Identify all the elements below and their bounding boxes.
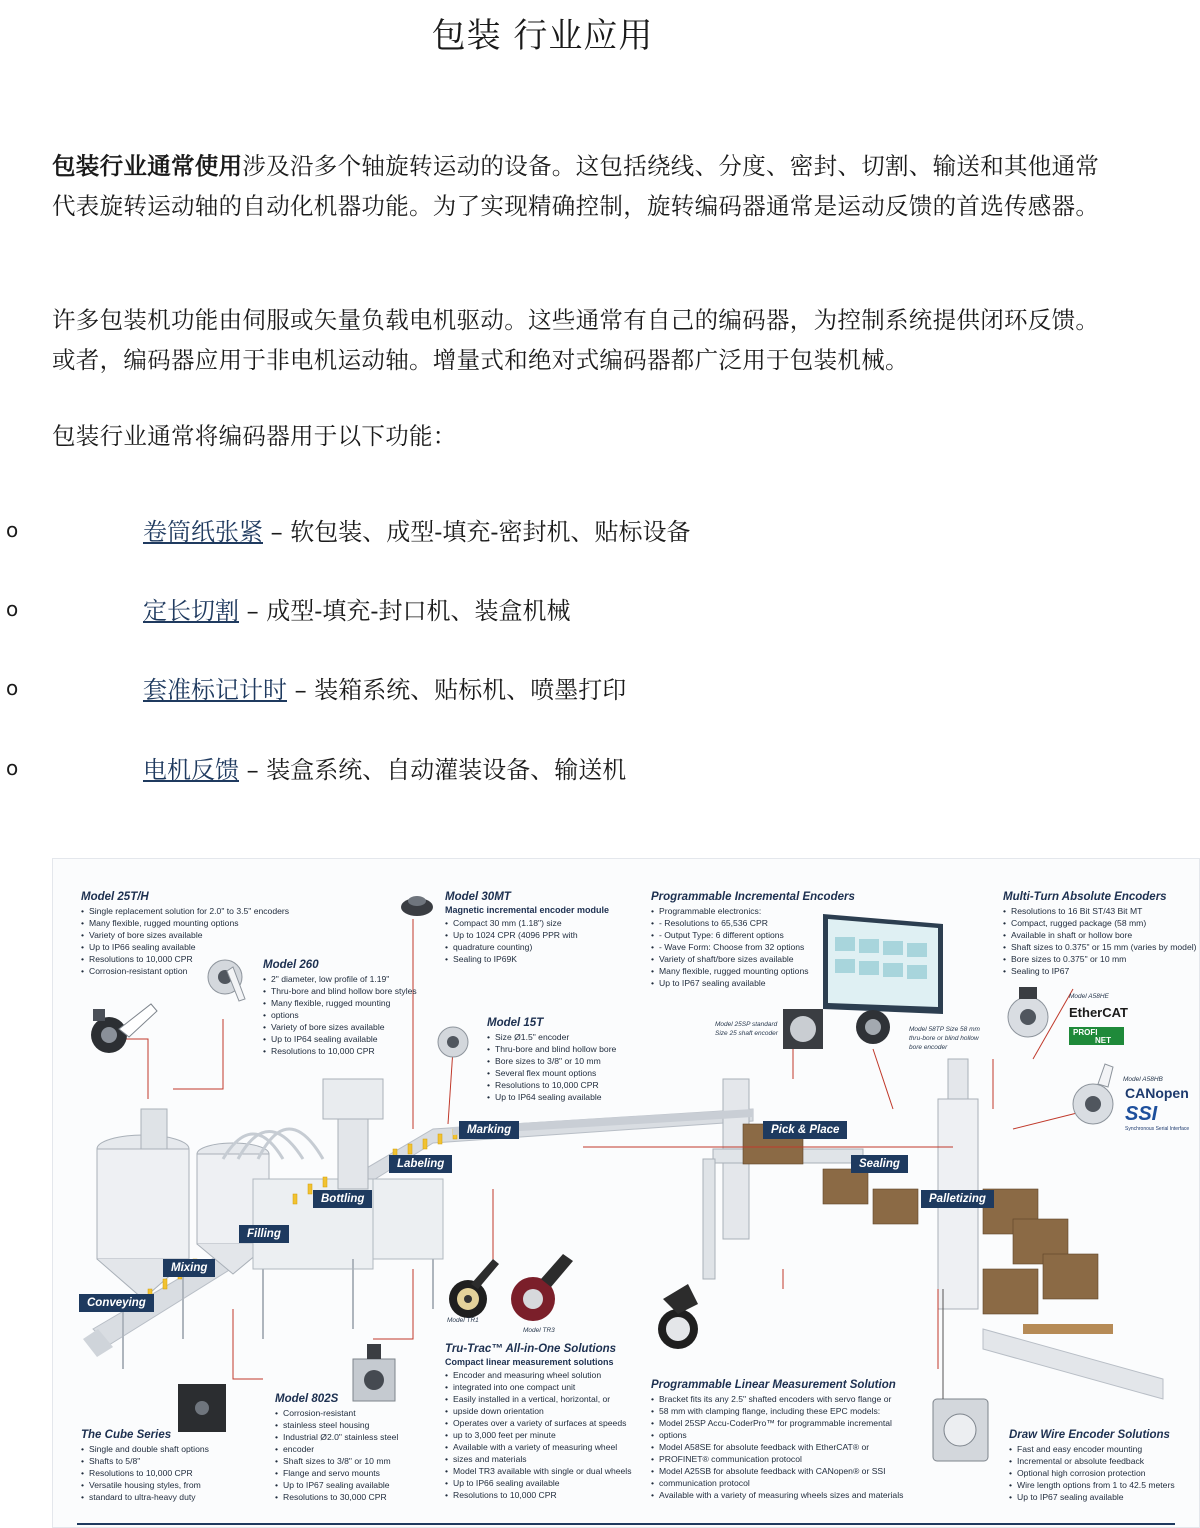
bullet-desc: – 软包装、成型-填充-密封机、贴标设备 — [263, 518, 691, 546]
caption-58tp-3: bore encoder — [909, 1044, 948, 1051]
encoder-15t — [438, 1027, 468, 1057]
block-title: Model 260 — [263, 959, 319, 971]
block-title: Model 802S — [275, 1393, 339, 1405]
functions-intro: 包装行业通常将编码器用于以下功能： — [52, 422, 457, 450]
spec: • Several flex mount options — [487, 1067, 616, 1079]
spec: • Up to IP67 sealing available — [651, 977, 855, 989]
measuring-wheel-tr1 — [449, 1259, 499, 1318]
spec: • Encoder and measuring wheel solution — [445, 1369, 632, 1381]
list-item — [0, 670, 1200, 710]
spec: • Sealing to IP67 — [1003, 965, 1197, 977]
model-30mt-block — [445, 891, 609, 965]
spec: • quadrature counting) — [445, 941, 609, 953]
encoder-25th — [91, 1004, 157, 1053]
block-title: The Cube Series — [81, 1429, 172, 1441]
spec: • Model 25SP Accu-CoderPro™ for programmable incremental — [651, 1417, 903, 1429]
block-title: Multi-Turn Absolute Encoders — [1003, 891, 1167, 903]
spec: • - Output Type: 6 different options — [651, 929, 855, 941]
spec: • Up to IP67 sealing available — [275, 1479, 398, 1491]
spec: • - Wave Form: Choose from 32 options — [651, 941, 855, 953]
spec: • Many flexible, rugged mounting options — [81, 917, 289, 929]
spec: • options — [651, 1429, 903, 1441]
spec: • Easily installed in a vertical, horizontal, or — [445, 1393, 632, 1405]
spec: • Resolutions to 10,000 CPR — [263, 1045, 417, 1057]
tru-trac-block — [445, 1343, 632, 1501]
spec: • Resolutions to 10,000 CPR — [81, 953, 289, 965]
encoder-58tp — [856, 1010, 890, 1044]
motor-paragraph: 许多包装机功能由伺服或矢量负载电机驱动。这些通常有自己的编码器，为控制系统提供闭环反馈。或者，编码器应用于非电机运动轴。增量式和绝对式编码器都广泛用于包装机械。 — [52, 306, 1100, 374]
spec: • Variety of bore sizes available — [81, 929, 289, 941]
spec: • Up to IP66 sealing available — [445, 1477, 632, 1489]
spec: • Up to IP64 sealing available — [263, 1033, 417, 1045]
spec: • Versatile housing styles, from — [81, 1479, 209, 1491]
bullet-desc: – 成型-填充-封口机、装盒机械 — [239, 597, 571, 625]
packaging-line-infographic — [52, 858, 1200, 1528]
spec: • Resolutions to 16 Bit ST/43 Bit MT — [1003, 905, 1197, 917]
caption-tr1: Model TR1 — [447, 1317, 479, 1324]
spec: • Compact, rugged package (58 mm) — [1003, 917, 1197, 929]
motor-feedback-link[interactable]: 电机反馈 — [143, 756, 239, 784]
bullet-desc: – 装盒系统、自动灌装设备、输送机 — [239, 756, 627, 784]
spec: • communication protocol — [651, 1477, 903, 1489]
model-15t-block — [487, 1017, 616, 1103]
intro-rest: 涉及沿多个轴旋转运动的设备。这包括绕线、分度、密封、切割、输送和其他通常代表旋转运动轴的自动化机器功能。为了实现精确控制，旋转编码器通常是运动反馈的首选传感器。 — [52, 152, 1100, 220]
spec: • Optional high corrosion protection — [1009, 1467, 1175, 1479]
programmable-linear-block — [651, 1379, 903, 1501]
caption-25sp-2: Size 25 shaft encoder — [715, 1030, 778, 1037]
intro-bold: 包装行业通常使用 — [52, 152, 243, 180]
station-mixing: Mixing — [163, 1259, 215, 1277]
spec: • integrated into one compact unit — [445, 1381, 632, 1393]
caption-a58he: Model A58HE — [1069, 993, 1109, 1000]
spec: • PROFINET® communication protocol — [651, 1453, 903, 1465]
model-260-block — [263, 959, 417, 1057]
spec: • upside down orientation — [445, 1405, 632, 1417]
spec: • Resolutions to 10,000 CPR — [487, 1079, 616, 1091]
spec: • Available with a variety of measuring wheels sizes and materials — [651, 1489, 903, 1501]
spec: • Operates over a variety of surfaces at speeds — [445, 1417, 632, 1429]
spec: • 58 mm with clamping flange, including these EPC models: — [651, 1405, 903, 1417]
spec: • Up to IP67 sealing available — [1009, 1491, 1175, 1503]
spec: • Many flexible, rugged mounting options — [651, 965, 855, 977]
spec: • Many flexible, rugged mounting — [263, 997, 417, 1009]
spec: • up to 3,000 feet per minute — [445, 1429, 632, 1441]
spec: • Corrosion-resistant — [275, 1407, 398, 1419]
station-filling: Filling — [239, 1225, 289, 1243]
spec: • Variety of bore sizes available — [263, 1021, 417, 1033]
block-title: Programmable Linear Measurement Solution — [651, 1379, 896, 1391]
block-subtitle: Compact linear measurement solutions — [445, 1357, 614, 1367]
spec: • - Resolutions to 65,536 CPR — [651, 917, 855, 929]
spec: • Up to IP64 sealing available — [487, 1091, 616, 1103]
registration-mark-link[interactable]: 套准标记计时 — [143, 676, 287, 704]
ssi-logo: SSI — [1125, 1103, 1158, 1125]
spec: • Programmable electronics: — [651, 905, 855, 917]
spec: • Resolutions to 10,000 CPR — [445, 1489, 632, 1501]
spec: • Industrial Ø2.0" stainless steel — [275, 1431, 398, 1443]
multi-turn-absolute-block — [1003, 891, 1197, 977]
spec: • Incremental or absolute feedback — [1009, 1455, 1175, 1467]
spec: • Available with a variety of measuring wheel — [445, 1441, 632, 1453]
page-title: 包装 行业应用 — [431, 16, 654, 56]
spec: • Resolutions to 30,000 CPR — [275, 1491, 398, 1503]
spec: • Model A25SB for absolute feedback with CANopen® or SSI — [651, 1465, 903, 1477]
spec: • stainless steel housing — [275, 1419, 398, 1431]
encoder-25sp — [783, 1009, 823, 1049]
draw-wire-encoder — [933, 1289, 988, 1461]
bullet-mark: o — [6, 756, 19, 780]
ssi-subtitle: Synchronous Serial Interface — [1125, 1126, 1190, 1132]
spec: • Shaft sizes to 0.375" or 15 mm (varies by model) — [1003, 941, 1197, 953]
bullet-desc: – 装箱系统、贴标机、喷墨打印 — [287, 676, 627, 704]
spec: • Fast and easy encoder mounting — [1009, 1443, 1175, 1455]
cube-series-block — [81, 1429, 209, 1503]
intro-paragraph — [52, 146, 1112, 226]
station-bottling: Bottling — [313, 1190, 372, 1208]
spec: • Size Ø1.5" encoder — [487, 1031, 616, 1043]
spec: • Flange and servo mounts — [275, 1467, 398, 1479]
bullet-mark: o — [6, 597, 19, 621]
station-palletizing: Palletizing — [921, 1190, 994, 1208]
spec: • Model A58SE for absolute feedback with EtherCAT® or — [651, 1441, 903, 1453]
caption-tr3: Model TR3 — [523, 1327, 555, 1334]
spec: • Up to 1024 CPR (4096 PPR with — [445, 929, 609, 941]
spec: • Corrosion-resistant option — [81, 965, 289, 977]
caption-58tp-2: thru-bore or blind hollow — [909, 1035, 979, 1042]
station-pick-place: Pick & Place — [763, 1121, 847, 1139]
list-item — [0, 512, 1200, 552]
station-labeling: Labeling — [389, 1155, 452, 1173]
bullet-mark: o — [6, 518, 19, 542]
encoder-a58hb — [1073, 1064, 1113, 1124]
spec: • Thru-bore and blind hollow bore — [487, 1043, 616, 1055]
cut-to-length-link[interactable]: 定长切割 — [143, 597, 239, 625]
block-title: Model 30MT — [445, 891, 511, 903]
spec: • Sealing to IP69K — [445, 953, 609, 965]
bottom-rule — [77, 1523, 1175, 1525]
spec: • Bore sizes to 0.375" or 10 mm — [1003, 953, 1197, 965]
measuring-wheel-tr3 — [511, 1254, 573, 1321]
encoder-a58he — [1008, 987, 1048, 1037]
spec: • Single replacement solution for 2.0" to 3.5" encoders — [81, 905, 289, 917]
spec: • Up to IP66 sealing available — [81, 941, 289, 953]
list-item — [0, 750, 1200, 790]
draw-wire-block — [1009, 1429, 1175, 1503]
spec: • Wire length options from 1 to 42.5 meters — [1009, 1479, 1175, 1491]
block-title: Model 15T — [487, 1017, 544, 1029]
spec: • Single and double shaft options — [81, 1443, 209, 1455]
spec: • Resolutions to 10,000 CPR — [81, 1467, 209, 1479]
canopen-logo: CANopen — [1125, 1085, 1189, 1101]
spec: • Thru-bore and blind hollow bore styles — [263, 985, 417, 997]
profi-logo-text: PROFI — [1073, 1028, 1098, 1037]
spec: • Shaft sizes to 3/8" or 10 mm — [275, 1455, 398, 1467]
block-title: Draw Wire Encoder Solutions — [1009, 1429, 1170, 1441]
block-subtitle: Magnetic incremental encoder module — [445, 905, 610, 915]
spec: • sizes and materials — [445, 1453, 632, 1465]
ethercat-logo: EtherCAT — [1069, 1005, 1128, 1020]
spec: • Bracket fits its any 2.5" shafted encoders with servo flange or — [651, 1393, 903, 1405]
list-item — [0, 591, 1200, 631]
station-marking: Marking — [459, 1121, 519, 1139]
station-conveying: Conveying — [79, 1294, 154, 1312]
caption-25sp: Model 25SP standard — [715, 1021, 778, 1028]
spec: • Model TR3 available with single or dual wheels — [445, 1465, 632, 1477]
caption-58tp: Model 58TP Size 58 mm — [909, 1026, 980, 1033]
measuring-wheel-linear — [658, 1284, 698, 1349]
programmable-incremental-block — [651, 891, 855, 989]
spec: • Compact 30 mm (1.18") size — [445, 917, 609, 929]
block-title: Tru-Trac™ All-in-One Solutions — [445, 1343, 617, 1355]
caption-a58hb: Model A58HB — [1123, 1076, 1163, 1083]
encoder-cube — [178, 1384, 226, 1432]
spec: • Available in shaft or hollow bore — [1003, 929, 1197, 941]
net-logo-text: NET — [1095, 1036, 1111, 1045]
spec: • encoder — [275, 1443, 398, 1455]
spec: • Bore sizes to 3/8" or 10 mm — [487, 1055, 616, 1067]
model-802s-block — [275, 1393, 398, 1503]
bullet-mark: o — [6, 676, 19, 700]
spec: • Variety of shaft/bore sizes available — [651, 953, 855, 965]
block-title: Programmable Incremental Encoders — [651, 891, 855, 903]
web-tension-link[interactable]: 卷筒纸张紧 — [143, 518, 263, 546]
station-sealing: Sealing — [851, 1155, 908, 1173]
spec: • 2" diameter, low profile of 1.19" — [263, 973, 417, 985]
model-25th-block — [81, 891, 289, 977]
block-title: Model 25T/H — [81, 891, 149, 903]
spec: • options — [263, 1009, 417, 1021]
spec: • Shafts to 5/8" — [81, 1455, 209, 1467]
encoder-30mt — [401, 896, 433, 916]
spec: • standard to ultra-heavy duty — [81, 1491, 209, 1503]
